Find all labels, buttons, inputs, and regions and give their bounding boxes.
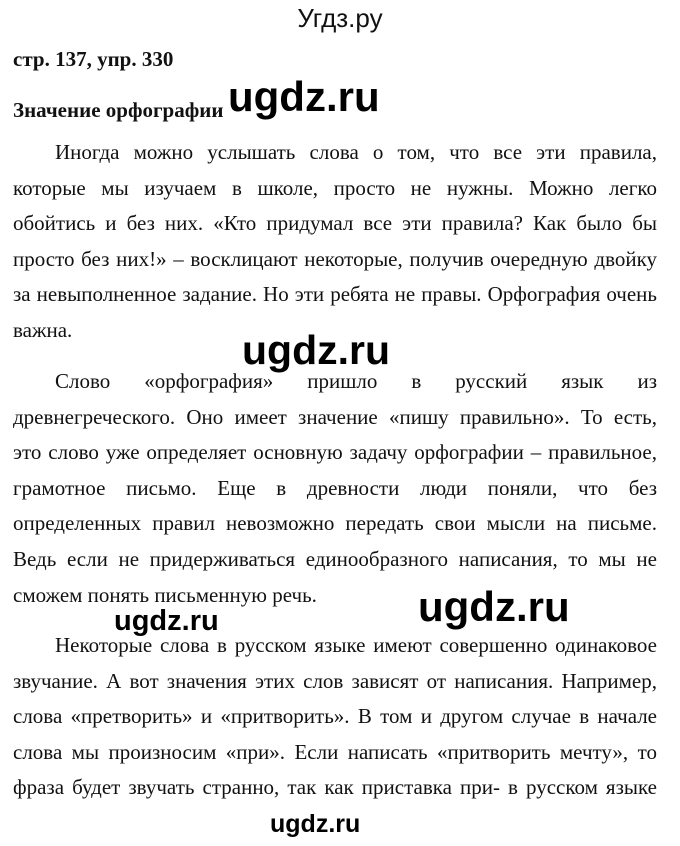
paragraph-line: звучание. А вот значения этих слов зависят от написания. Например,	[13, 668, 657, 693]
watermark: ugdz.ru	[270, 810, 361, 838]
site-title: Угдз.ру	[297, 3, 383, 33]
paragraph-line: за невыполненное задание. Но эти ребята не правы. Орфография очень	[13, 282, 657, 307]
paragraph-line: обойтись и без них. «Кто придумал все эти правила? Как было бы	[13, 211, 657, 236]
paragraph-line: Слово «орфография» пришло в русский язык из	[55, 369, 657, 393]
watermark: ugdz.ru	[228, 73, 380, 120]
paragraph-line: просто без них!» – восклицают некоторые, получив очередную двойку	[13, 246, 657, 271]
exercise-reference: стр. 137, упр. 330	[13, 47, 174, 71]
paragraph-line: слова мы произносим «при». Если написать «притворить мечту», то	[13, 739, 657, 764]
paragraph-line: Некоторые слова в русском языке имеют совершенно одинаковое	[55, 633, 657, 657]
paragraph-line: важна.	[13, 317, 73, 342]
watermark: ugdz.ru	[114, 605, 219, 637]
paragraph-line: которые мы изучаем в школе, просто не нужны. Можно легко	[13, 175, 657, 200]
paragraph-line: слова «претворить» и «притворить». В том и другом случае в начале	[13, 704, 657, 729]
watermark: ugdz.ru	[242, 327, 391, 373]
paragraph-3	[13, 628, 657, 806]
paragraph-line: это слово уже определяет основную задачу орфографии – правильное,	[13, 440, 657, 465]
paragraph-line: фраза будет звучать странно, так как приставка при- в русском языке	[13, 775, 657, 800]
watermark: ugdz.ru	[418, 583, 570, 630]
paragraph-line: древнегреческого. Оно имеет значение «пишу правильно». То есть,	[13, 404, 657, 429]
paragraph-line: Иногда можно услышать слова о том, что все эти правила,	[55, 140, 657, 164]
paragraph-line: определенных правил невозможно передать свои мысли на письме.	[13, 511, 657, 536]
paragraph-2	[13, 364, 657, 613]
paragraph-line: грамотное письмо. Еще в древности люди поняли, что без	[13, 475, 657, 500]
paragraph-1	[13, 135, 657, 349]
section-heading: Значение орфографии	[13, 98, 224, 122]
paragraph-line: сможем понять письменную речь.	[13, 582, 317, 607]
paragraph-line: Ведь если не придерживаться единообразного написания, то мы не	[13, 546, 657, 571]
